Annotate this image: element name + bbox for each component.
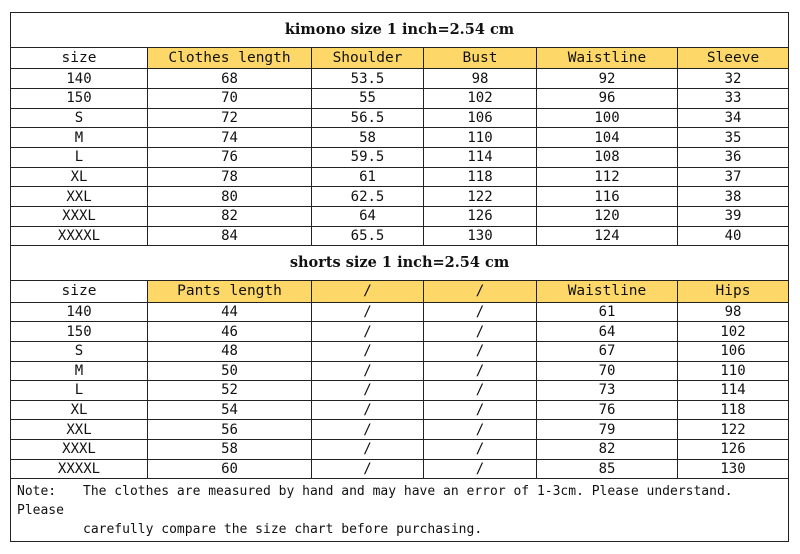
shorts-value-cell: 106	[678, 341, 789, 361]
kimono-value-cell: 78	[148, 167, 312, 187]
shorts-value-cell: /	[424, 440, 537, 460]
kimono-value-cell: 120	[537, 206, 678, 226]
shorts-table-row	[11, 302, 789, 322]
kimono-value-cell: 82	[148, 206, 312, 226]
shorts-size-cell: XXXXL	[11, 459, 148, 479]
shorts-value-cell: 46	[148, 322, 312, 342]
shorts-size-cell: L	[11, 381, 148, 401]
shorts-value-cell: 60	[148, 459, 312, 479]
kimono-table-row	[11, 89, 789, 109]
shorts-column-header: Pants length	[148, 281, 312, 302]
shorts-value-cell: 52	[148, 381, 312, 401]
shorts-value-cell: 85	[537, 459, 678, 479]
shorts-value-cell: 67	[537, 341, 678, 361]
shorts-value-cell: /	[424, 322, 537, 342]
kimono-value-cell: 80	[148, 187, 312, 207]
shorts-value-cell: /	[312, 302, 424, 322]
shorts-value-cell: 61	[537, 302, 678, 322]
shorts-value-cell: /	[424, 302, 537, 322]
kimono-value-cell: 56.5	[312, 108, 424, 128]
kimono-value-cell: 70	[148, 89, 312, 109]
shorts-value-cell: /	[312, 341, 424, 361]
kimono-value-cell: 37	[678, 167, 789, 187]
kimono-value-cell: 122	[424, 187, 537, 207]
shorts-column-header: size	[11, 281, 148, 302]
shorts-value-cell: /	[424, 341, 537, 361]
kimono-value-cell: 84	[148, 226, 312, 246]
shorts-value-cell: 130	[678, 459, 789, 479]
kimono-value-cell: 96	[537, 89, 678, 109]
kimono-value-cell: 62.5	[312, 187, 424, 207]
kimono-column-header: Clothes length	[148, 48, 312, 69]
kimono-size-cell: 140	[11, 69, 148, 89]
shorts-value-cell: /	[424, 361, 537, 381]
shorts-value-cell: 118	[678, 400, 789, 420]
kimono-column-header: Bust	[424, 48, 537, 69]
shorts-value-cell: 48	[148, 341, 312, 361]
shorts-column-header: Waistline	[537, 281, 678, 302]
shorts-value-cell: 64	[537, 322, 678, 342]
kimono-value-cell: 104	[537, 128, 678, 148]
shorts-table-row	[11, 440, 789, 460]
kimono-column-header: Shoulder	[312, 48, 424, 69]
kimono-table-row	[11, 128, 789, 148]
kimono-title-row	[11, 13, 789, 48]
kimono-table-row	[11, 187, 789, 207]
kimono-table-row	[11, 226, 789, 246]
kimono-value-cell: 108	[537, 147, 678, 167]
shorts-value-cell: 56	[148, 420, 312, 440]
shorts-table-row	[11, 400, 789, 420]
kimono-value-cell: 106	[424, 108, 537, 128]
shorts-value-cell: /	[312, 400, 424, 420]
shorts-column-header: /	[312, 281, 424, 302]
kimono-size-cell: XXL	[11, 187, 148, 207]
shorts-size-cell: XXXL	[11, 440, 148, 460]
shorts-table-row	[11, 420, 789, 440]
shorts-table-row	[11, 459, 789, 479]
shorts-column-header: /	[424, 281, 537, 302]
kimono-value-cell: 76	[148, 147, 312, 167]
kimono-table-row	[11, 147, 789, 167]
size-chart-table	[10, 12, 789, 542]
kimono-value-cell: 33	[678, 89, 789, 109]
kimono-table-row	[11, 69, 789, 89]
kimono-value-cell: 68	[148, 69, 312, 89]
kimono-value-cell: 40	[678, 226, 789, 246]
shorts-size-cell: 150	[11, 322, 148, 342]
shorts-value-cell: 79	[537, 420, 678, 440]
shorts-size-cell: XXL	[11, 420, 148, 440]
kimono-value-cell: 110	[424, 128, 537, 148]
shorts-title-row	[11, 246, 789, 281]
shorts-value-cell: /	[424, 420, 537, 440]
kimono-column-header: Waistline	[537, 48, 678, 69]
kimono-header-row	[11, 48, 789, 69]
shorts-value-cell: /	[424, 381, 537, 401]
shorts-value-cell: 98	[678, 302, 789, 322]
kimono-section-title: kimono size 1 inch=2.54 cm	[11, 13, 789, 48]
shorts-value-cell: 110	[678, 361, 789, 381]
note-label: Note:	[17, 483, 57, 499]
kimono-table-row	[11, 108, 789, 128]
kimono-value-cell: 126	[424, 206, 537, 226]
kimono-value-cell: 72	[148, 108, 312, 128]
kimono-value-cell: 35	[678, 128, 789, 148]
shorts-value-cell: 54	[148, 400, 312, 420]
kimono-table-row	[11, 206, 789, 226]
kimono-value-cell: 114	[424, 147, 537, 167]
shorts-value-cell: 73	[537, 381, 678, 401]
shorts-value-cell: /	[312, 381, 424, 401]
shorts-section-title: shorts size 1 inch=2.54 cm	[11, 246, 789, 281]
shorts-value-cell: 102	[678, 322, 789, 342]
kimono-value-cell: 102	[424, 89, 537, 109]
note-line-1: The clothes are measured by hand and may have an error of 1-3cm. Please understand. Please	[17, 483, 733, 518]
kimono-size-cell: L	[11, 147, 148, 167]
kimono-value-cell: 38	[678, 187, 789, 207]
kimono-value-cell: 100	[537, 108, 678, 128]
kimono-size-cell: XXXXL	[11, 226, 148, 246]
shorts-value-cell: 114	[678, 381, 789, 401]
kimono-size-cell: M	[11, 128, 148, 148]
kimono-size-cell: XXXL	[11, 206, 148, 226]
note-row	[11, 479, 789, 542]
shorts-value-cell: /	[312, 420, 424, 440]
kimono-value-cell: 64	[312, 206, 424, 226]
shorts-value-cell: 126	[678, 440, 789, 460]
shorts-size-cell: S	[11, 341, 148, 361]
kimono-column-header: Sleeve	[678, 48, 789, 69]
shorts-table-row	[11, 361, 789, 381]
shorts-table-row	[11, 322, 789, 342]
kimono-value-cell: 61	[312, 167, 424, 187]
kimono-size-cell: 150	[11, 89, 148, 109]
kimono-value-cell: 36	[678, 147, 789, 167]
shorts-value-cell: 44	[148, 302, 312, 322]
kimono-value-cell: 92	[537, 69, 678, 89]
shorts-value-cell: /	[424, 400, 537, 420]
shorts-value-cell: 122	[678, 420, 789, 440]
shorts-value-cell: /	[312, 322, 424, 342]
kimono-value-cell: 55	[312, 89, 424, 109]
shorts-size-cell: 140	[11, 302, 148, 322]
shorts-value-cell: 50	[148, 361, 312, 381]
shorts-value-cell: 76	[537, 400, 678, 420]
shorts-value-cell: /	[424, 459, 537, 479]
shorts-value-cell: /	[312, 459, 424, 479]
shorts-column-header: Hips	[678, 281, 789, 302]
kimono-value-cell: 112	[537, 167, 678, 187]
note-line-2: carefully compare the size chart before purchasing.	[83, 521, 483, 537]
shorts-value-cell: 82	[537, 440, 678, 460]
kimono-value-cell: 130	[424, 226, 537, 246]
kimono-value-cell: 98	[424, 69, 537, 89]
kimono-size-cell: XL	[11, 167, 148, 187]
note-text	[11, 479, 789, 542]
kimono-value-cell: 53.5	[312, 69, 424, 89]
shorts-value-cell: 70	[537, 361, 678, 381]
kimono-value-cell: 118	[424, 167, 537, 187]
kimono-value-cell: 65.5	[312, 226, 424, 246]
kimono-value-cell: 116	[537, 187, 678, 207]
kimono-value-cell: 34	[678, 108, 789, 128]
kimono-value-cell: 32	[678, 69, 789, 89]
shorts-header-row	[11, 281, 789, 302]
shorts-table-row	[11, 381, 789, 401]
shorts-table-row	[11, 341, 789, 361]
shorts-value-cell: 58	[148, 440, 312, 460]
shorts-value-cell: /	[312, 440, 424, 460]
kimono-value-cell: 124	[537, 226, 678, 246]
kimono-value-cell: 74	[148, 128, 312, 148]
shorts-size-cell: XL	[11, 400, 148, 420]
kimono-value-cell: 39	[678, 206, 789, 226]
size-chart-body	[11, 13, 789, 542]
kimono-table-row	[11, 167, 789, 187]
kimono-value-cell: 59.5	[312, 147, 424, 167]
kimono-value-cell: 58	[312, 128, 424, 148]
kimono-size-cell: S	[11, 108, 148, 128]
shorts-size-cell: M	[11, 361, 148, 381]
shorts-value-cell: /	[312, 361, 424, 381]
kimono-column-header: size	[11, 48, 148, 69]
